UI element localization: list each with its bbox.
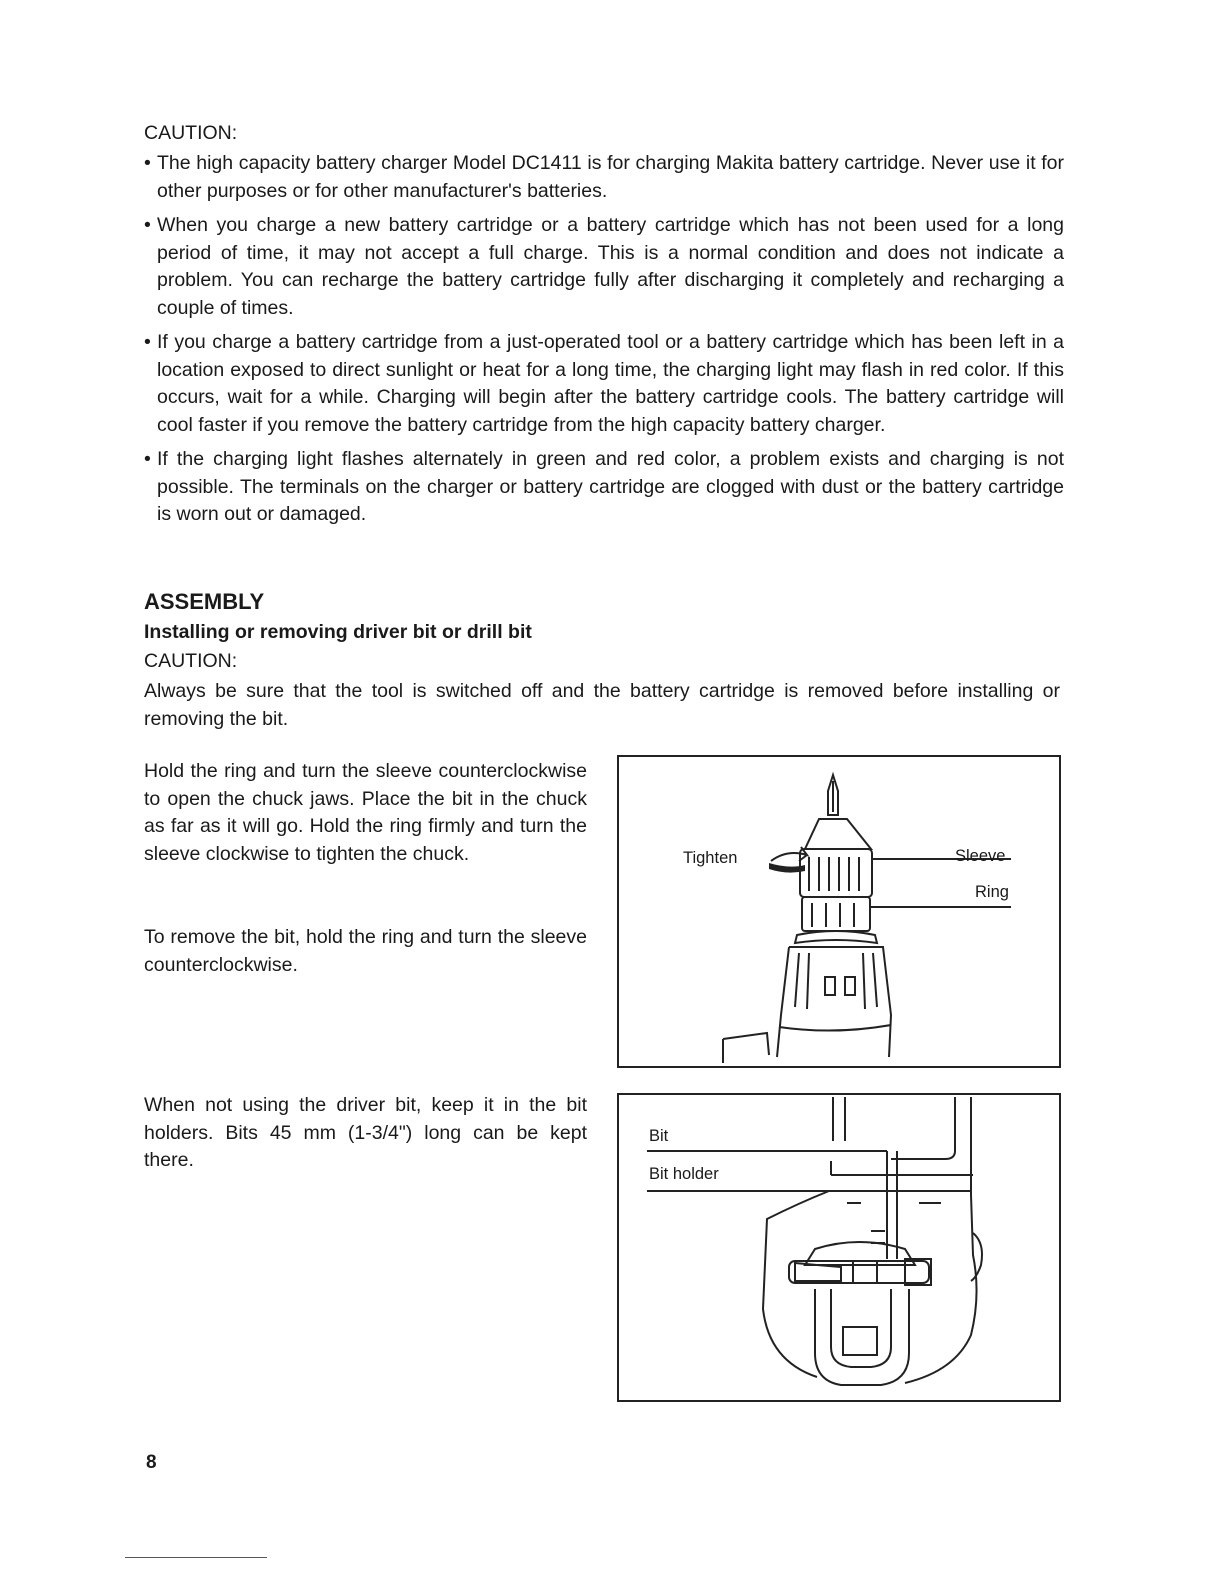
label-ring: Ring [975, 883, 1009, 901]
paragraph-hold-ring: Hold the ring and turn the sleeve counterclockwise to open the chuck jaws. Place the bit in the chuck as far as it will go. Hold the ring firmly and turn the sleeve clockwise to tighten the chuck. [144, 760, 587, 865]
figure-bit-holder [617, 1093, 1061, 1402]
figure-chuck [617, 755, 1061, 1068]
footer-rule [125, 1557, 267, 1558]
caution-bullet: • When you charge a new battery cartridge or a battery cartridge which has not been used for a long period of time, it may not accept a full charge. This is a normal condition and does not indicate a problem. You can recharge the battery cartridge fully after discharging it completely and recharging a couple of times. [144, 212, 1064, 322]
label-bit: Bit [649, 1127, 669, 1145]
paragraph-remove-bit: To remove the bit, hold the ring and turn the sleeve counterclockwise. [144, 926, 587, 976]
label-sleeve: Sleeve [955, 847, 1006, 865]
chuck-drawing [619, 757, 1059, 1066]
paragraph-bit-holder: When not using the driver bit, keep it in the bit holders. Bits 45 mm (1-3/4") long can be kept there. [144, 1094, 587, 1171]
subheading-installing-bit: Installing or removing driver bit or drill bit [144, 621, 532, 643]
label-bit-holder: Bit holder [649, 1165, 719, 1183]
caution-bullet: • If the charging light flashes alternately in green and red color, a problem exists and charging is not possible. The terminals on the charger or battery cartridge are clogged with dust or the battery cartridge is worn out or damaged. [144, 446, 1064, 529]
label-tighten: Tighten [683, 849, 738, 867]
assembly-caution-text: Always be sure that the tool is switched off and the battery cartridge is removed before installing or removing the bit. [144, 680, 1060, 730]
caution-title: CAUTION: [144, 122, 238, 144]
assembly-caution-title: CAUTION: [144, 650, 238, 672]
bit-holder-drawing [619, 1095, 1059, 1400]
caution-bullet: • The high capacity battery charger Model DC1411 is for charging Makita battery cartridge. Never use it for other purposes or for other manufacturer's batteries. [144, 150, 1064, 205]
caution-bullet-list [144, 150, 1064, 536]
caution-bullet: • If you charge a battery cartridge from a just-operated tool or a battery cartridge which has been left in a location exposed to direct sunlight or heat for a long time, the charging light may flash in red color. If this occurs, wait for a while. Charging will begin after the battery cartridge cools. The battery cartridge will cool faster if you remove the battery cartridge from the high capacity battery charger. [144, 329, 1064, 439]
page-number: 8 [146, 1452, 157, 1473]
section-heading-assembly: ASSEMBLY [144, 589, 265, 614]
